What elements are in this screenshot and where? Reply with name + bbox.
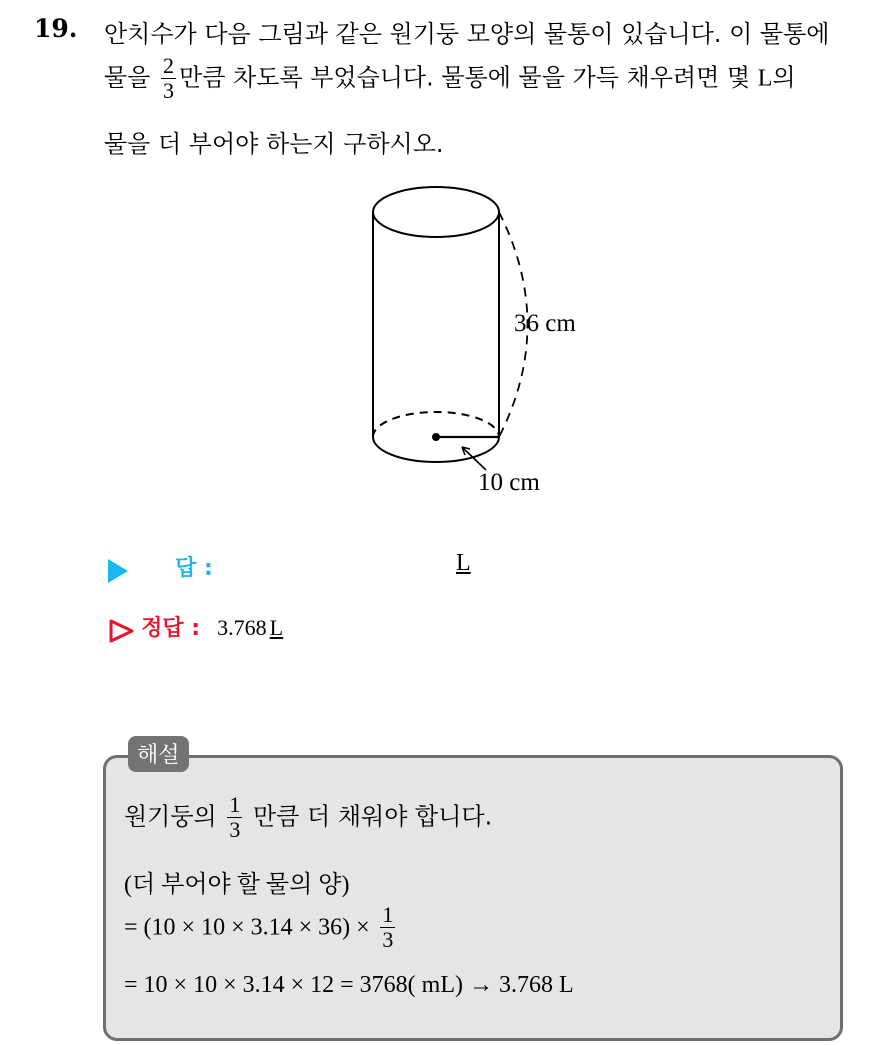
question-line-2-after: 만큼 차도록 부었습니다. 물통에 물을 가득 채우려면 몇 xyxy=(179,63,751,92)
cylinder-center-dot xyxy=(432,433,440,441)
answer-label: 답 : xyxy=(175,556,213,581)
fraction-numerator: 2 xyxy=(163,53,175,78)
answer-row xyxy=(108,551,213,583)
correct-answer-unit: L xyxy=(269,615,284,640)
fraction-numerator: 1 xyxy=(229,792,241,817)
question-unit: L xyxy=(757,65,773,92)
height-label: 36 cm xyxy=(514,310,576,337)
fraction-numerator: 1 xyxy=(382,902,394,927)
solution-line-1-before: 원기둥의 xyxy=(124,802,217,831)
radius-label: 10 cm xyxy=(478,469,540,496)
fraction-two-thirds xyxy=(161,54,176,103)
fraction-one-third-expr xyxy=(380,903,395,952)
fraction-denominator: 3 xyxy=(382,927,394,952)
solution-line-1 xyxy=(124,793,492,842)
solution-line-1-after: 만큼 더 채워야 합니다. xyxy=(253,802,493,831)
answer-unit: L xyxy=(456,550,471,576)
play-triangle-icon xyxy=(108,559,128,583)
question-line-3: 물을 더 부어야 하는지 구하시오. xyxy=(104,130,444,158)
question-line-2-before: 물을 xyxy=(104,63,151,92)
question-number: 19. xyxy=(34,14,78,43)
fraction-denominator: 3 xyxy=(163,78,175,103)
outline-triangle-icon xyxy=(108,618,136,644)
fraction-denominator: 3 xyxy=(229,817,241,842)
question-line-2-end: 의 xyxy=(772,63,796,92)
solution-line-3-expr: = (10 × 10 × 3.14 × 36) × xyxy=(124,914,370,941)
solution-line-3 xyxy=(124,903,398,952)
correct-answer-label: 정답 : xyxy=(141,616,201,641)
solution-line-4: = 10 × 10 × 3.14 × 12 = 3768( mL) → 3.768 L xyxy=(124,972,574,998)
fraction-one-third xyxy=(227,793,242,842)
solution-tag: 해설 xyxy=(128,736,189,772)
correct-answer-row xyxy=(108,611,283,644)
cylinder-top-ellipse xyxy=(373,187,499,237)
correct-answer-value: 3.768 xyxy=(217,615,267,640)
question-line-2 xyxy=(104,54,796,103)
question-line-1: 안치수가 다음 그림과 같은 원기둥 모양의 물통이 있습니다. 이 물통에 xyxy=(104,20,830,48)
solution-line-2: (더 부어야 할 물의 양) xyxy=(124,872,350,898)
